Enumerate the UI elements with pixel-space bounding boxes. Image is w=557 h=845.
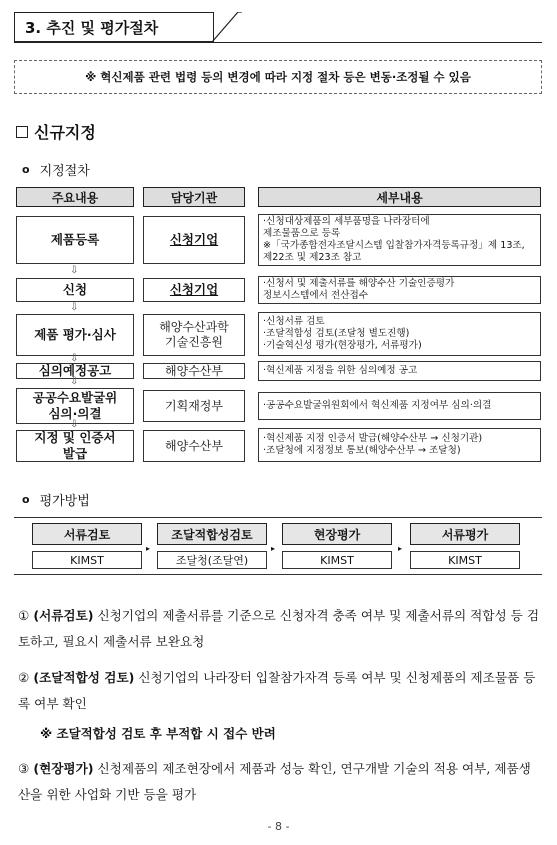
eval-step-org: KIMST xyxy=(282,551,392,569)
subheading-procedure xyxy=(22,160,90,179)
page-number: - 8 - xyxy=(267,820,290,833)
row-main: 공공수요발굴위 심의·의결 xyxy=(16,388,134,424)
row-details: ·혁신제품 지정을 위한 심의예정 공고 xyxy=(258,361,541,381)
paragraph-procurement-review: ② (조달적합성 검토) 신청기업의 나라장터 입찰참가자격 등록 여부 및 신청제품의 제조물품 등록 여부 확인 xyxy=(18,670,536,711)
heading-title: 신규지정 xyxy=(34,123,96,142)
eval-step-org: KIMST xyxy=(410,551,520,569)
paragraph-document-review: ① (서류검토) 신청기업의 제출서류를 기준으로 신청자격 충족 여부 및 제출서류의 적합성 등 검토하고, 필요시 제출서류 보완요청 xyxy=(18,608,539,649)
eval-step-name: 서류평가 xyxy=(410,523,520,545)
row-details: ·신청서 및 제출서류를 해양수산 기술인증평가 정보시스템에서 전산접수 xyxy=(258,276,541,304)
eval-step-org: 조달청(조달연) xyxy=(157,551,267,569)
row-main: 심의예정공고 xyxy=(16,363,134,379)
row-details: ·혁신제품 지정 인증서 발급(해양수산부 → 신청기관) ·조달청에 지정정보 통보(해양수산부 → 조달청) xyxy=(258,428,541,462)
circle-bullet-icon: o xyxy=(22,493,30,506)
paragraph-site-evaluation: ③ (현장평가) 신청제품의 제조현장에서 제품과 성능 확인, 연구개발 기술의 적용 여부, 제품생산을 위한 사업화 기반 등을 평가 xyxy=(18,761,531,802)
row-agency: 해양수산부 xyxy=(143,363,245,379)
eval-step-name: 조달적합성검토 xyxy=(157,523,267,545)
section-underline xyxy=(14,42,542,43)
note-rejection: ※ 조달적합성 검토 후 부적합 시 접수 반려 xyxy=(40,726,276,741)
eval-step-name: 서류검토 xyxy=(32,523,142,545)
eval-top-rule xyxy=(14,517,542,518)
eval-bottom-rule xyxy=(14,574,542,575)
subheading-eval-method xyxy=(22,490,90,509)
down-arrow-icon: ⇩ xyxy=(70,302,79,313)
row-details: ·신청서류 검토 ·조달적합성 검토(조달청 별도진행) ·기술혁신성 평가(현장평가, 서류평가) xyxy=(258,312,541,356)
header-details: 세부내용 xyxy=(258,187,541,207)
right-arrow-icon: ▸ xyxy=(146,544,151,553)
down-arrow-icon: ⇩ xyxy=(70,376,79,387)
eval-step-org: KIMST xyxy=(32,551,142,569)
row-agency: 신청기업 xyxy=(143,278,245,302)
down-arrow-icon: ⇩ xyxy=(70,353,79,364)
eval-step-name: 현장평가 xyxy=(282,523,392,545)
notice-box: ※ 혁신제품 관련 법령 등의 변경에 따라 지정 절차 등은 변동·조정될 수 있음 xyxy=(14,60,542,94)
row-agency: 신청기업 xyxy=(143,216,245,264)
row-main: 신청 xyxy=(16,278,134,302)
row-details: ·공공수요발굴위원회에서 혁신제품 지정여부 심의·의결 xyxy=(258,392,541,420)
right-arrow-icon: ▸ xyxy=(398,544,403,553)
header-agency: 담당기관 xyxy=(143,187,245,207)
subheading-title: 지정절차 xyxy=(39,164,90,179)
section-title: 3. 추진 및 평가절차 xyxy=(14,12,214,42)
down-arrow-icon: ⇩ xyxy=(70,265,79,276)
circle-bullet-icon: o xyxy=(22,163,30,176)
row-agency: 해양수산부 xyxy=(143,430,245,462)
down-arrow-icon: ⇩ xyxy=(70,419,79,430)
row-main: 제품 평가·심사 xyxy=(16,314,134,356)
right-arrow-icon: ▸ xyxy=(271,544,276,553)
row-main: 제품등록 xyxy=(16,216,134,264)
header-main: 주요내용 xyxy=(16,187,134,207)
subheading-title: 평가방법 xyxy=(39,494,90,509)
section-title-slant xyxy=(212,12,242,42)
heading-new-designation xyxy=(16,120,96,143)
row-main: 지정 및 인증서 발급 xyxy=(16,430,134,462)
row-agency: 해양수산과학 기술진흥원 xyxy=(143,314,245,356)
row-agency: 기획재정부 xyxy=(143,390,245,422)
square-bullet-icon xyxy=(16,126,28,138)
row-details: ·신청대상제품의 세부품명을 나라장터에 제조물품으로 등록 ※「국가종합전자조달시스템 입찰참가자격등록규정」제 13조, 제22조 및 제23조 참고 xyxy=(258,214,541,266)
